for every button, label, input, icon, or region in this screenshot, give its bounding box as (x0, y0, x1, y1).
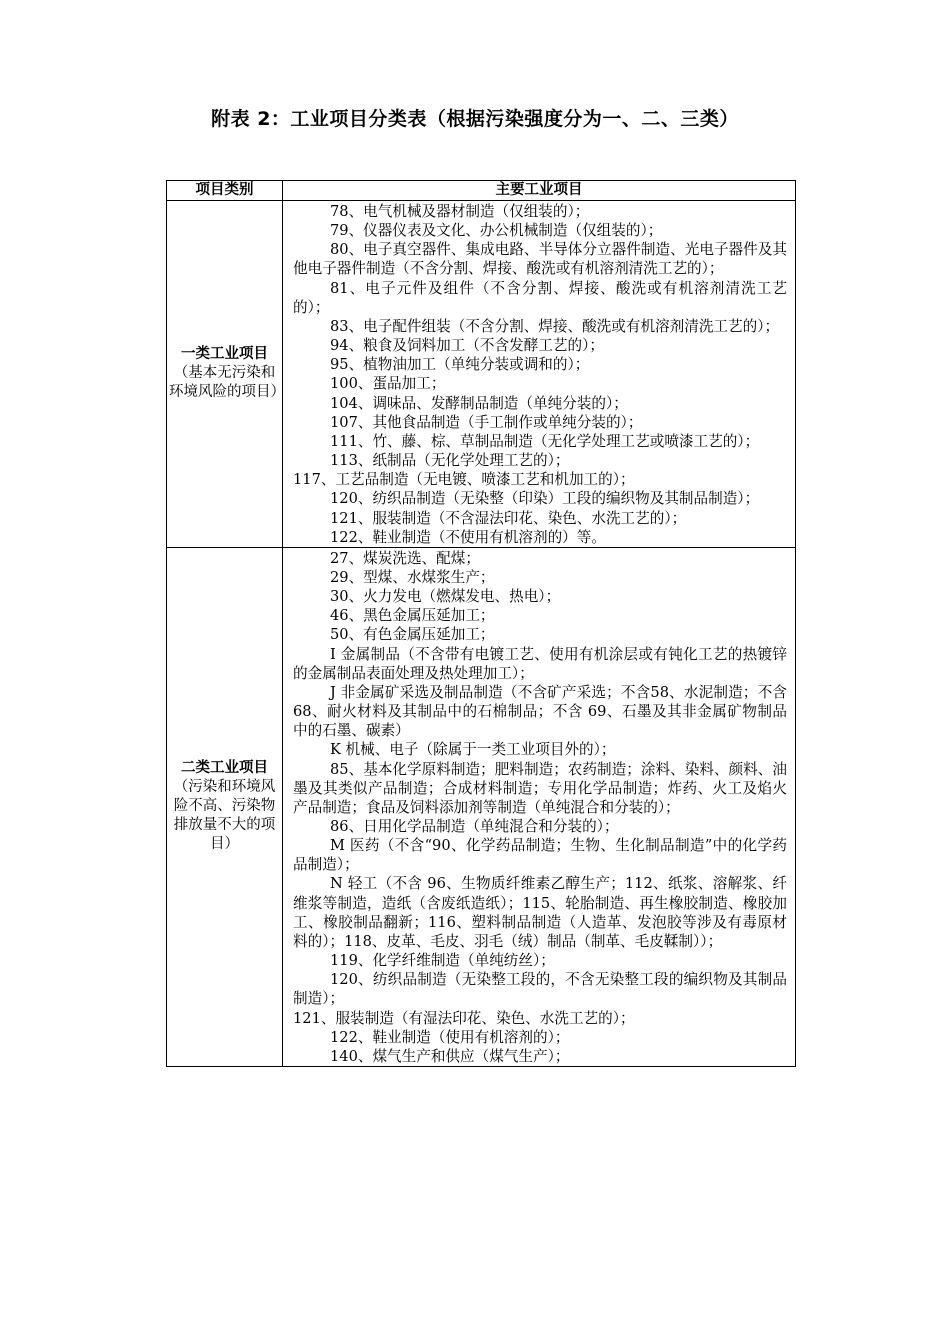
list-item: 121、服装制造（有湿法印花、染色、水洗工艺的）； (293, 1009, 635, 1027)
list-item: I 金属制品（不含带有电镀工艺、使用有机涂层或有钝化工艺的热镀锌的金属制品表面处理及热处理加工）； (293, 645, 787, 682)
list-item: 86、日用化学品制造（单纯混合和分装的）； (330, 818, 619, 835)
category-note: （污染和环境风险不高、污染物排放量不大的项目） (173, 779, 276, 853)
list-item: 122、鞋业制造（使用有机溶剂的）； (330, 1028, 570, 1046)
list-item: 121、服装制造（不含湿法印花、染色、水洗工艺的）； (330, 509, 687, 527)
list-item: 119、化学纤维制造（单纯纺丝）； (330, 952, 555, 970)
list-item: 120、纺织品制造（无染整（印染）工段的编织物及其制品制造）； (330, 490, 760, 508)
list-item: 27、煤炭洗选、配煤； (330, 549, 480, 567)
list-item: 94、粮食及饲料加工（不含发酵工艺的）； (330, 337, 604, 355)
list-item: 120、纺织品制造（无染整工段的，不含无染整工段的编织物及其制品制造）； (293, 971, 787, 1008)
list-item: 50、有色金属压延加工； (330, 626, 495, 644)
classification-table (166, 180, 796, 1067)
list-item: N 轻工（不含 96、生物质纤维素乙醇生产；112、纸浆、溶解浆、纤维浆等制造，造纸（含废纸造纸）；115、轮胎制造、再生橡胶制造、橡胶加工、橡胶制品翻新；116、塑料制品制造（人造革、发泡胶等涉及有毒原材料的）；118、皮革、毛皮、羽毛（绒）制品（制革、毛皮鞣制））； (293, 875, 787, 950)
list-item: 78、电气机械及器材制造（仅组装的）； (330, 203, 590, 220)
list-item: 95、植物油加工（单纯分装或调和的）； (330, 356, 590, 374)
list-item: 46、黑色金属压延加工； (330, 607, 495, 625)
document-title: 附表 2：工业项目分类表（根据污染强度分为一、二、三类） (211, 108, 739, 130)
list-item: 117、工艺品制造（无电镀、喷漆工艺和机加工的）； (293, 471, 635, 489)
table-row-class-1 (167, 201, 796, 548)
list-item: 107、其他食品制造（手工制作或单纯分装的）； (330, 413, 643, 431)
list-item: 83、电子配件组装（不含分割、焊接、酸洗或有机溶剂清洗工艺的）； (330, 317, 780, 335)
list-item: 122、鞋业制造（不使用有机溶剂的）等。 (330, 528, 606, 546)
list-item: M 医药（不含“90、化学药品制造；生物、生化制品制造”中的化学药品制造）； (293, 837, 787, 874)
category-note: （基本无污染和环境风险的项目） (169, 365, 285, 401)
header-main-projects: 主要工业项目 (283, 181, 796, 201)
list-item: 111、竹、藤、棕、草制品制造（无化学处理工艺或喷漆工艺的）； (330, 432, 760, 450)
list-item: 100、蛋品加工； (330, 375, 446, 393)
table-row-class-2 (167, 547, 796, 1066)
list-item: 113、纸制品（无化学处理工艺的）； (330, 452, 570, 470)
category-name: 一类工业项目 (181, 346, 268, 363)
list-item: 80、电子真空器件、集成电路、半导体分立器件制造、光电子器件及其他电子器件制造（不含分割、焊接、酸洗或有机溶剂清洗工艺的）； (293, 241, 787, 278)
list-item: 104、调味品、发酵制品制造（单纯分装的）； (330, 394, 628, 412)
list-item: 140、煤气生产和供应（煤气生产）； (330, 1047, 570, 1065)
category-name: 二类工业项目 (181, 760, 268, 777)
table-header-row (167, 181, 796, 201)
list-item: 85、基本化学原料制造；肥料制造；农药制造；涂料、染料、颜料、油墨及其类似产品制造；合成材料制造；专用化学品制造；炸药、火工及焰火产品制造；食品及饲料添加剂等制造（单纯混合和分装的）； (293, 760, 787, 816)
list-item: 29、型煤、水煤浆生产； (330, 568, 495, 586)
items-cell-class-2 (283, 547, 796, 1066)
list-item: K 机械、电子（除属于一类工业项目外的）； (330, 741, 616, 759)
list-item: 81、电子元件及组件（不含分割、焊接、酸洗或有机溶剂清洗工艺的）； (293, 279, 787, 316)
header-category: 项目类别 (167, 181, 283, 201)
category-cell-class-2 (167, 547, 283, 1066)
category-cell-class-1 (167, 201, 283, 548)
items-cell-class-1 (283, 201, 796, 548)
list-item: J 非金属矿采选及制品制造（不含矿产采选；不含58、水泥制造；不含 68、耐火材料及其制品中的石棉制品；不含 69、石墨及其非金属矿物制品中的石墨、碳素） (293, 683, 787, 740)
list-item: 79、仪器仪表及文化、办公机械制造（仅组装的）； (330, 222, 663, 240)
list-item: 30、火力发电（燃煤发电、热电）； (330, 588, 561, 606)
